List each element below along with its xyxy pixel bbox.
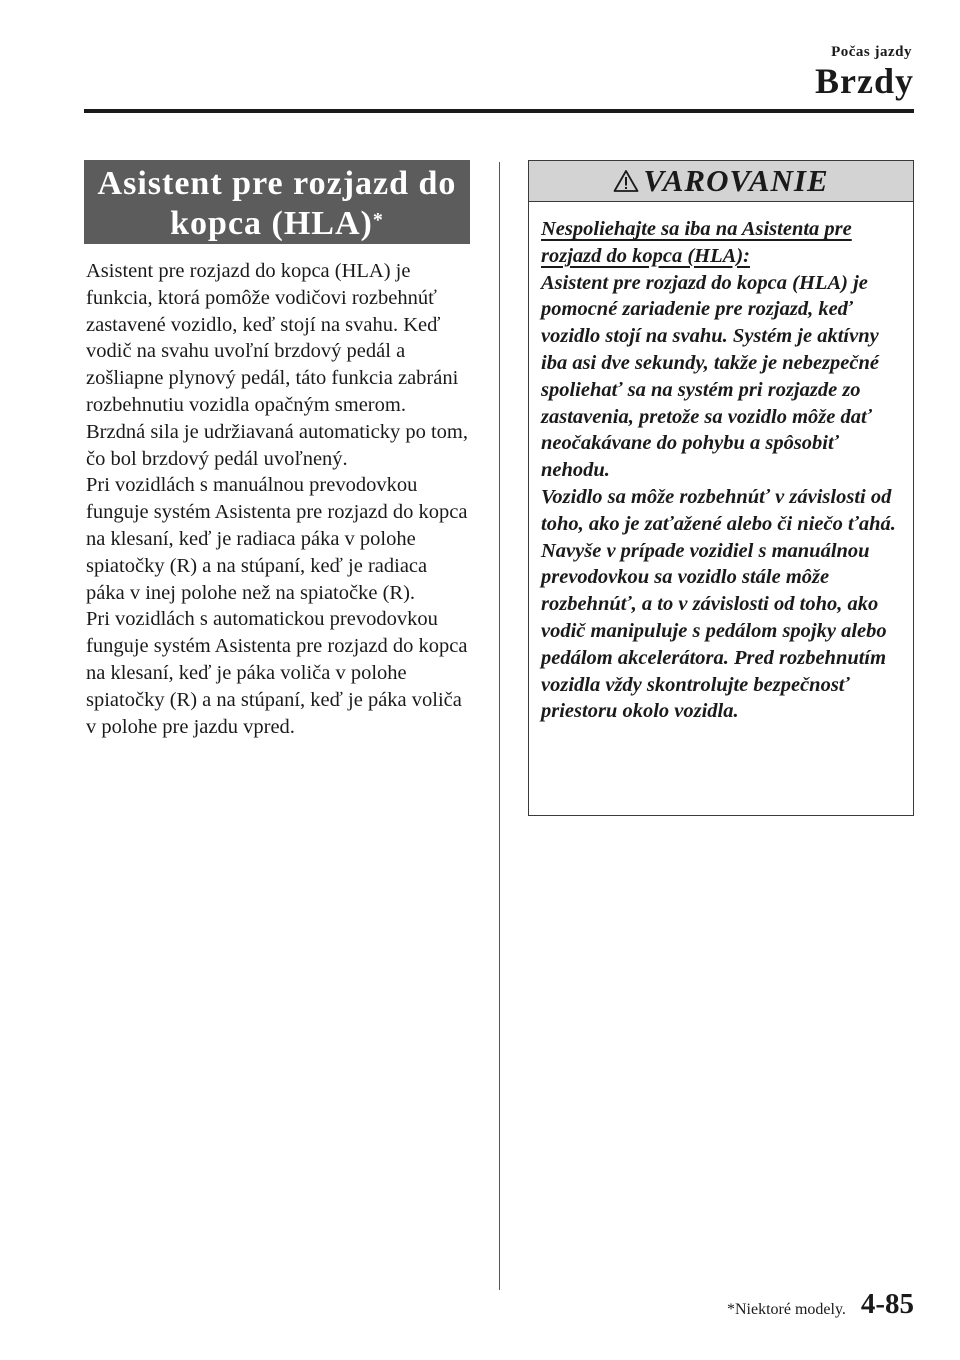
page-title: Brzdy [815,61,914,101]
warning-paragraph: Asistent pre rozjazd do kopca (HLA) je pomocné zariadenie pre rozjazd, keď vozidlo stojí na svahu. Systém je aktívny iba asi dve sekundy, takže je nebezpečné spoliehať sa na systém pri rozjazde zo zastavenia, pretože sa vozidlo môže dať neočakávane do pohybu a spôsobiť nehodu. [541,271,879,482]
warning-paragraph: Vozidlo sa môže rozbehnúť v závislosti od toho, ako je zaťažené alebo či niečo ťahá. Navyše v prípade vozidiel s manuálnou prevodovkou sa vozidlo stále môže rozbehnúť, a to v závislosti od toho, ako vodič manipuluje s pedálom spojky alebo pedálom akcelerátora. Pred rozbehnutím vozidla vždy skontrolujte bezpečnosť priestoru okolo vozidla. [541,485,896,723]
warning-label: VAROVANIE [643,163,829,198]
section-heading [84,160,470,244]
column-divider [499,162,500,1290]
section-heading-line2 [84,204,470,244]
section-body [86,258,470,740]
warning-header [529,161,913,202]
warning-lead: Nespoliehajte sa iba na Asistenta pre rozjazd do kopca (HLA): [541,218,852,267]
body-paragraph: Pri vozidlách s manuálnou prevodovkou funguje systém Asistenta pre rozjazd do kopca na klesaní, keď je radiaca páka v polohe spiatočky (R) a na stúpaní, keď je radiaca páka v inej polohe než na spiatočke (R). [86,474,468,604]
section-heading-line1: Asistent pre rozjazd do [97,165,457,202]
body-paragraph: Pri vozidlách s automatickou prevodovkou funguje systém Asistenta pre rozjazd do kopca na klesaní, keď je páka voliča v polohe spiatočky (R) a na stúpaní, keď je páka voliča v polohe pre jazdu vpred. [86,608,468,738]
page-number: 4-85 [860,1288,914,1320]
chapter-label: Počas jazdy [831,44,912,60]
header-divider [84,109,914,113]
optional-marker: * [372,209,384,231]
warning-box [528,160,914,816]
warning-content [529,202,913,725]
warning-triangle-icon [613,169,639,193]
footnote: *Niektoré modely. [727,1301,846,1318]
section-heading-text: kopca (HLA) [170,205,373,242]
body-paragraph: Asistent pre rozjazd do kopca (HLA) je funkcia, ktorá pomôže vodičovi rozbehnúť zastavené vozidlo, keď stojí na svahu. Keď vodič na svahu uvoľní brzdový pedál a zošliapne plynový pedál, táto funkcia zabráni rozbehnutiu vozidla opačným smerom. Brzdná sila je udržiavaná automaticky po tom, čo bol brzdový pedál uvoľnený. [86,260,468,470]
